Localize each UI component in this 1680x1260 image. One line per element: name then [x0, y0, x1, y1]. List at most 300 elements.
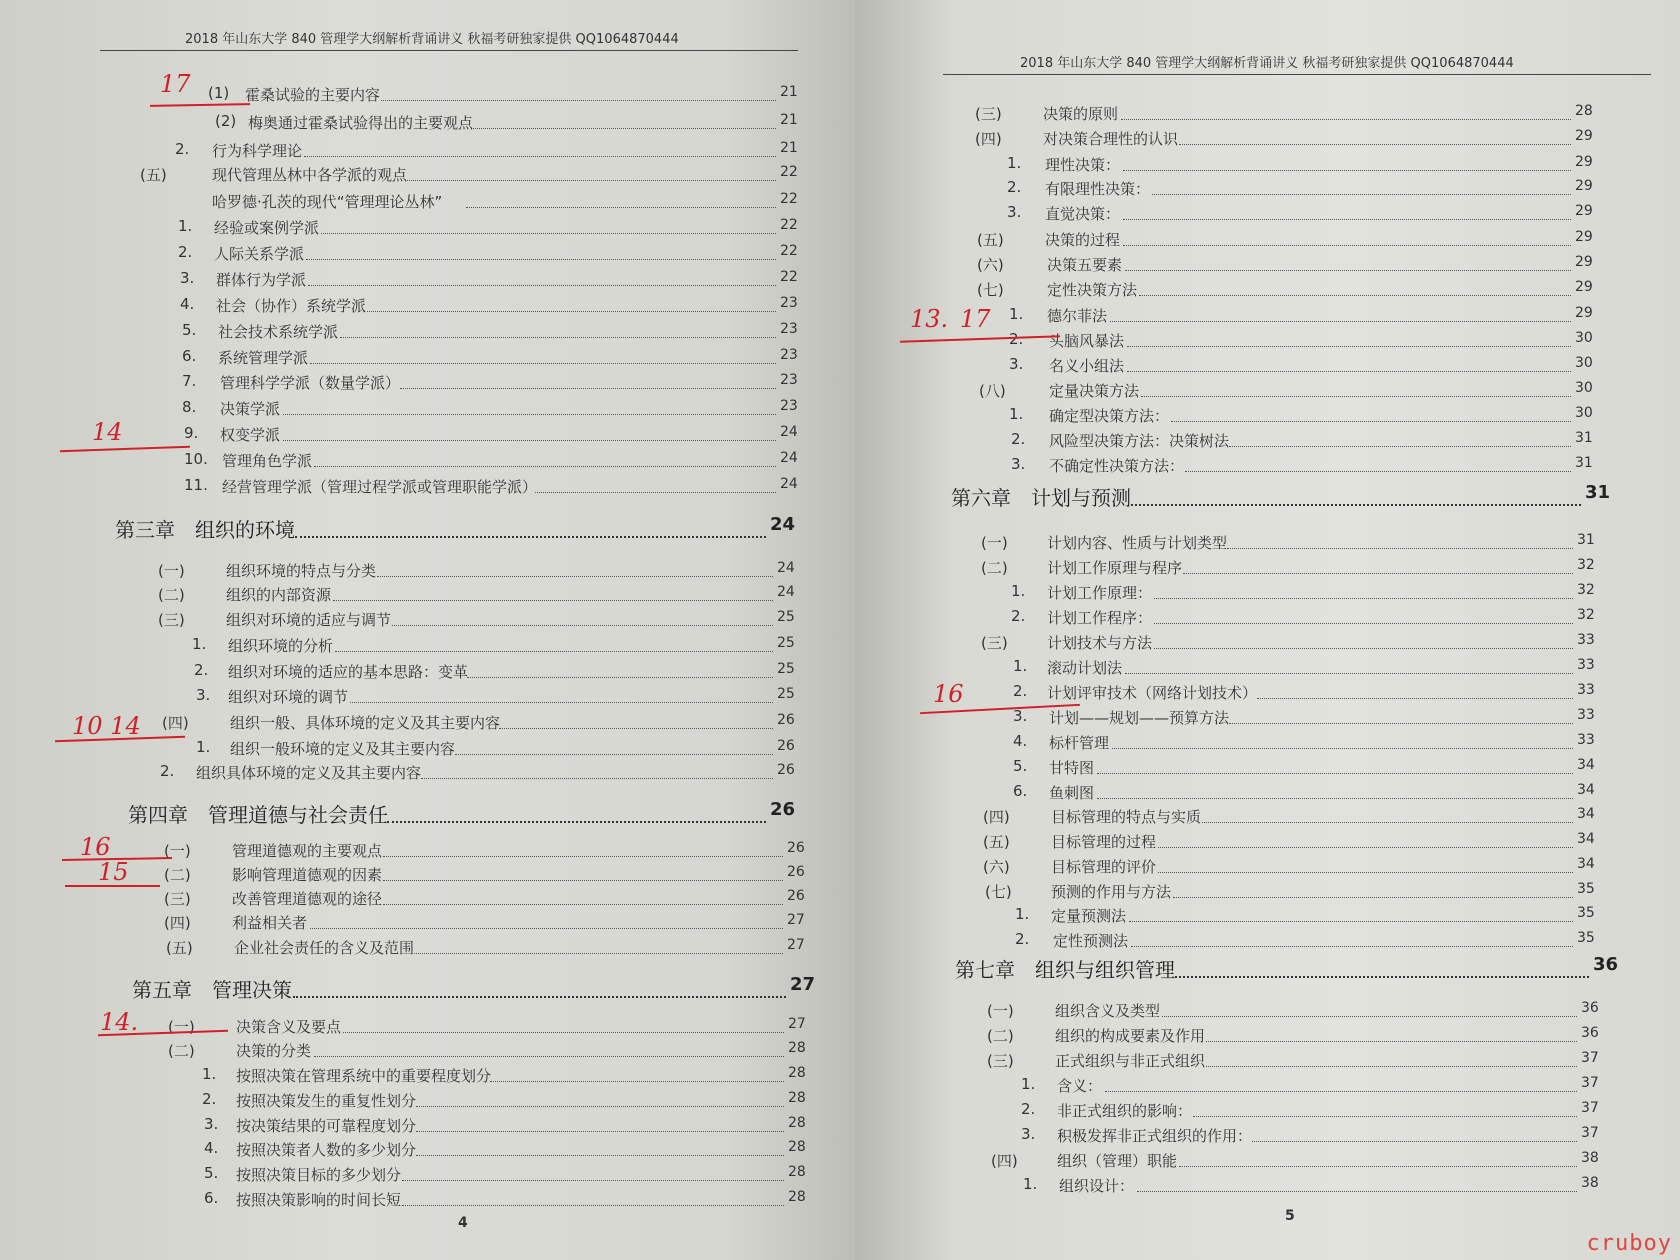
entry-number: 2. [1011, 430, 1026, 448]
entry-page-number: 24 [780, 424, 798, 440]
entry-number: 1. [1011, 582, 1026, 600]
entry-number: (一) [158, 562, 185, 580]
entry-page-number: 27 [790, 974, 816, 995]
toc-entry [855, 831, 1680, 855]
entry-page-number: 26 [777, 738, 795, 754]
entry-number: 11. [184, 476, 208, 494]
entry-title: 决策含义及要点 [236, 1018, 342, 1036]
entry-number: (三) [975, 105, 1002, 123]
entry-page-number: 28 [788, 1139, 806, 1155]
entry-page-number: 26 [787, 888, 805, 904]
entry-page-number: 25 [777, 635, 795, 651]
dot-leader [340, 337, 776, 338]
entry-title: 系统管理学派 [218, 349, 309, 367]
entry-number: 2. [160, 762, 175, 780]
entry-number: 1. [1023, 1175, 1038, 1193]
entry-number: 2. [1007, 178, 1022, 196]
entry-title: 按照决策影响的时间长短 [236, 1191, 402, 1209]
entry-page-number: 28 [788, 1189, 806, 1205]
dot-leader [304, 156, 776, 157]
entry-title: 定性预测法 [1053, 932, 1129, 950]
entry-number: 1. [1009, 305, 1024, 323]
dot-leader [381, 100, 776, 101]
entry-page-number: 36 [1593, 954, 1619, 975]
entry-title: 组织环境的特点与分类 [226, 562, 377, 580]
dot-leader [455, 754, 774, 755]
entry-page-number: 25 [777, 609, 795, 625]
entry-number: 3. [204, 1115, 219, 1133]
dot-leader [1158, 872, 1573, 873]
red-handwritten-note: 17 [160, 70, 191, 98]
toc-entry [855, 757, 1680, 781]
toc-entry [0, 164, 855, 188]
dot-leader [1206, 1066, 1577, 1067]
entry-title: 非正式组织的影响： [1057, 1102, 1193, 1120]
entry-page-number: 24 [777, 584, 795, 600]
entry-title: 企业社会责任的含义及范围 [234, 939, 415, 957]
entry-page-number: 31 [1577, 532, 1595, 548]
entry-number: 1. [196, 738, 211, 756]
entry-number: (四) [983, 808, 1010, 826]
dot-leader [1175, 976, 1589, 978]
entry-number: 9. [184, 424, 199, 442]
toc-entry [855, 430, 1680, 454]
entry-page-number: 29 [1575, 128, 1593, 144]
toc-entry [0, 661, 855, 685]
entry-page-number: 30 [1575, 405, 1593, 421]
entry-title: 组织环境的分析 [228, 637, 334, 655]
entry-page-number: 22 [780, 164, 798, 180]
entry-page-number: 28 [788, 1090, 806, 1106]
entry-number: (三) [158, 611, 185, 629]
dot-leader [535, 492, 776, 493]
toc-entry [855, 732, 1680, 756]
entry-title: 按照决策者人数的多少划分 [236, 1141, 417, 1159]
entry-title: 计划——规划——预算方法 [1049, 709, 1230, 727]
toc-entry [855, 229, 1680, 253]
dot-leader [1206, 1041, 1577, 1042]
toc-entry [855, 607, 1680, 631]
entry-title: 经验或案例学派 [214, 219, 320, 237]
toc-entry [0, 888, 855, 912]
chapter-heading [0, 974, 855, 1002]
dot-leader [314, 466, 776, 467]
toc-entry [855, 905, 1680, 929]
entry-page-number: 26 [787, 864, 805, 880]
toc-entry [855, 657, 1680, 681]
dot-leader [1123, 245, 1572, 246]
entry-number: 1. [202, 1065, 217, 1083]
toc-entry [0, 1164, 855, 1188]
entry-page-number: 37 [1581, 1125, 1599, 1141]
toc-entry [0, 635, 855, 659]
toc-entry [0, 321, 855, 345]
entry-page-number: 37 [1581, 1075, 1599, 1091]
page-number: 4 [458, 1215, 468, 1231]
entry-page-number: 23 [780, 295, 798, 311]
entry-number: (五) [977, 231, 1004, 249]
dot-leader [1097, 798, 1573, 799]
entry-page-number: 37 [1581, 1100, 1599, 1116]
entry-number: 2. [175, 140, 190, 158]
dot-leader [1121, 119, 1572, 120]
toc-entry [855, 254, 1680, 278]
entry-number: (六) [977, 256, 1004, 274]
entry-title: 目标管理的特点与实质 [1051, 808, 1202, 826]
chapter-title: 第五章 管理决策 [132, 978, 292, 1002]
chapter-title: 第六章 计划与预测 [951, 486, 1131, 510]
dot-leader [402, 1205, 784, 1206]
entry-title: 组织具体环境的定义及其主要内容 [196, 764, 422, 782]
toc-entry [0, 1090, 855, 1114]
entry-title: 确定型决策方法： [1049, 407, 1170, 425]
toc-entry [0, 1139, 855, 1163]
entry-title: 决策学派 [220, 400, 281, 418]
chapter-heading [0, 514, 855, 542]
entry-number: 7. [182, 372, 197, 390]
toc-entry [855, 1050, 1680, 1074]
toc-entry [855, 632, 1680, 656]
entry-title: 按照决策发生的重复性划分 [236, 1092, 417, 1110]
dot-leader [383, 856, 783, 857]
right-page [855, 0, 1680, 1260]
entry-title: 组织（管理）职能 [1057, 1152, 1178, 1170]
entry-number: (一) [164, 842, 191, 860]
toc-entry [855, 856, 1680, 880]
dot-leader [1123, 170, 1572, 171]
entry-number: 5. [204, 1164, 219, 1182]
entry-title: 组织一般环境的定义及其主要内容 [230, 740, 456, 758]
entry-number: 10. [184, 450, 208, 468]
entry-page-number: 29 [1575, 203, 1593, 219]
entry-page-number: 37 [1581, 1050, 1599, 1066]
red-handwritten-note: 13. [910, 305, 949, 333]
entry-title: 社会（协作）系统学派 [216, 297, 367, 315]
entry-number: (五) [166, 939, 193, 957]
dot-leader [1229, 723, 1573, 724]
entry-page-number: 22 [780, 191, 798, 207]
chapter-heading [855, 954, 1680, 982]
entry-title: 按照决策目标的多少划分 [236, 1166, 402, 1184]
toc-entry [855, 532, 1680, 556]
dot-leader [293, 996, 786, 998]
dot-leader [377, 576, 773, 577]
toc-entry [855, 128, 1680, 152]
entry-page-number: 23 [780, 347, 798, 363]
entry-number: (六) [983, 858, 1010, 876]
entry-page-number: 29 [1575, 305, 1593, 321]
toc-entry [855, 279, 1680, 303]
dot-leader [416, 1155, 784, 1156]
toc-entry [855, 1100, 1680, 1124]
entry-title: 定性决策方法 [1047, 281, 1138, 299]
entry-page-number: 28 [788, 1065, 806, 1081]
chapter-title: 第四章 管理道德与社会责任 [128, 803, 388, 827]
toc-entry [0, 609, 855, 633]
entry-title: 人际关系学派 [214, 245, 305, 263]
entry-title: 鱼刺图 [1049, 784, 1095, 802]
dot-leader [1227, 548, 1573, 549]
entry-title: 决策的原则 [1043, 105, 1119, 123]
entry-page-number: 30 [1575, 355, 1593, 371]
page-number: 5 [1285, 1208, 1295, 1224]
entry-number: 2. [1011, 607, 1026, 625]
entry-title: 计划工作程序： [1047, 609, 1153, 627]
dot-leader [350, 702, 773, 703]
dot-leader [1162, 1016, 1577, 1017]
entry-number: 2. [1015, 930, 1030, 948]
header-rule [943, 74, 1651, 75]
dot-leader [1105, 1091, 1577, 1092]
entry-number: 3. [1009, 355, 1024, 373]
dot-leader [1179, 144, 1571, 145]
entry-number: 3. [180, 269, 195, 287]
entry-number: (一) [987, 1002, 1014, 1020]
entry-page-number: 32 [1577, 607, 1595, 623]
entry-number: 1. [1013, 657, 1028, 675]
entry-page-number: 21 [780, 84, 798, 100]
entry-title: 组织对环境的适应的基本思路：变革 [228, 663, 469, 681]
dot-leader [1154, 598, 1573, 599]
entry-page-number: 32 [1577, 582, 1595, 598]
toc-entry [0, 347, 855, 371]
toc-entry [855, 881, 1680, 905]
entry-number: (四) [162, 714, 189, 732]
entry-page-number: 33 [1577, 732, 1595, 748]
entry-title: 影响管理道德观的因素 [232, 866, 383, 884]
toc-entry [0, 450, 855, 474]
toc-entry [855, 405, 1680, 429]
entry-page-number: 24 [770, 514, 796, 535]
entry-number: 6. [182, 347, 197, 365]
toc-entry [855, 355, 1680, 379]
entry-number: (二) [164, 866, 191, 884]
entry-title: 有限理性决策： [1045, 180, 1151, 198]
dot-leader [467, 677, 773, 678]
entry-page-number: 26 [777, 762, 795, 778]
entry-page-number: 25 [777, 686, 795, 702]
toc-entry [855, 1000, 1680, 1024]
entry-title: 目标管理的评价 [1051, 858, 1157, 876]
entry-page-number: 24 [780, 450, 798, 466]
entry-page-number: 23 [780, 372, 798, 388]
dot-leader [383, 904, 783, 905]
dot-leader [1110, 321, 1571, 322]
entry-title: 组织含义及类型 [1055, 1002, 1161, 1020]
entry-title: 按照决策在管理系统中的重要程度划分 [236, 1067, 492, 1085]
entry-number: (三) [987, 1052, 1014, 1070]
entry-title: 标杆管理 [1049, 734, 1110, 752]
entry-title: 定量预测法 [1051, 907, 1127, 925]
dot-leader [1202, 822, 1573, 823]
entry-title: 计划工作原理与程序 [1047, 559, 1183, 577]
entry-title: 甘特图 [1049, 759, 1095, 777]
dot-leader [1129, 921, 1574, 922]
toc-entry [0, 912, 855, 936]
entry-page-number: 29 [1575, 229, 1593, 245]
dot-leader [383, 880, 783, 881]
entry-title: 组织设计： [1059, 1177, 1135, 1195]
entry-title: 管理道德观的主要观点 [232, 842, 383, 860]
red-handwritten-note: 14 [92, 418, 123, 446]
header-rule [100, 50, 798, 51]
dot-leader [321, 233, 776, 234]
entry-page-number: 29 [1575, 178, 1593, 194]
dot-leader [387, 821, 766, 823]
dot-leader [283, 414, 776, 415]
entry-title: 计划内容、性质与计划类型 [1047, 534, 1228, 552]
dot-leader [466, 207, 776, 208]
dot-leader [407, 180, 776, 181]
entry-page-number: 26 [787, 840, 805, 856]
toc-entry [855, 455, 1680, 479]
toc-entry [0, 372, 855, 396]
entry-page-number: 24 [777, 560, 795, 576]
entry-page-number: 24 [780, 476, 798, 492]
entry-page-number: 21 [780, 112, 798, 128]
entry-page-number: 23 [780, 321, 798, 337]
entry-title: 社会技术系统学派 [218, 323, 339, 341]
entry-number: 3. [1013, 707, 1028, 725]
toc-entry [855, 1025, 1680, 1049]
toc-entry [0, 217, 855, 241]
entry-number: 8. [182, 398, 197, 416]
entry-title: 组织对环境的调节 [228, 688, 349, 706]
dot-leader [414, 953, 783, 954]
dot-leader [1131, 946, 1574, 947]
entry-number: 6. [1013, 782, 1028, 800]
entry-title: 风险型决策方法：决策树法 [1049, 432, 1230, 450]
entry-number: (二) [168, 1042, 195, 1060]
dot-leader [1125, 270, 1572, 271]
entry-number: (二) [158, 586, 185, 604]
toc-entry [0, 476, 855, 500]
entry-page-number: 34 [1577, 831, 1595, 847]
entry-title: 积极发挥非正式组织的作用： [1057, 1127, 1253, 1145]
entry-page-number: 33 [1577, 632, 1595, 648]
entry-page-number: 33 [1577, 682, 1595, 698]
entry-page-number: 22 [780, 243, 798, 259]
entry-page-number: 36 [1581, 1025, 1599, 1041]
entry-number: (七) [977, 281, 1004, 299]
entry-number: (四) [975, 130, 1002, 148]
toc-entry [0, 1065, 855, 1089]
dot-leader [392, 625, 773, 626]
chapter-title: 第七章 组织与组织管理 [955, 958, 1175, 982]
entry-title: 目标管理的过程 [1051, 833, 1157, 851]
toc-entry [855, 806, 1680, 830]
entry-title: 群体行为学派 [216, 271, 307, 289]
entry-title: 组织对环境的适应与调节 [226, 611, 392, 629]
entry-number: 1. [178, 217, 193, 235]
dot-leader [367, 311, 776, 312]
entry-number: (二) [987, 1027, 1014, 1045]
entry-number: 2. [1013, 682, 1028, 700]
dot-leader [1137, 1191, 1578, 1192]
entry-page-number: 38 [1581, 1150, 1599, 1166]
dot-leader [1257, 698, 1573, 699]
toc-entry [0, 560, 855, 584]
dot-leader [1252, 1141, 1577, 1142]
red-underline [65, 885, 160, 887]
entry-page-number: 38 [1581, 1175, 1599, 1191]
toc-entry [0, 762, 855, 786]
entry-number: (一) [981, 534, 1008, 552]
entry-number: 2. [1009, 330, 1024, 348]
dot-leader [1125, 673, 1574, 674]
chapter-heading [0, 799, 855, 827]
entry-title: 管理角色学派 [222, 452, 313, 470]
entry-number: 1. [1015, 905, 1030, 923]
toc-entry [855, 1150, 1680, 1174]
dot-leader [283, 440, 776, 441]
chapter-heading [855, 482, 1680, 510]
entry-title: 哈罗德·孔茨的现代“管理理论丛林” [212, 193, 443, 211]
toc-entry [0, 937, 855, 961]
entry-title: 权变学派 [220, 426, 281, 444]
entry-number: (一) [168, 1018, 195, 1036]
entry-page-number: 36 [1581, 1000, 1599, 1016]
entry-number: 3. [1007, 203, 1022, 221]
page-header: 2018 年山东大学 840 管理学大纲解析背诵讲义 秋福考研独家提供 QQ1064870444 [185, 32, 679, 47]
entry-title: 梅奥通过霍桑试验得出的主要观点 [248, 114, 474, 132]
entry-title: 计划工作原理： [1047, 584, 1153, 602]
dot-leader [1171, 421, 1571, 422]
dot-leader [499, 728, 773, 729]
dot-leader [333, 600, 773, 601]
entry-page-number: 34 [1577, 806, 1595, 822]
entry-number: (四) [991, 1152, 1018, 1170]
dot-leader [1154, 623, 1573, 624]
entry-title: 决策的过程 [1045, 231, 1121, 249]
entry-page-number: 21 [780, 140, 798, 156]
toc-entry [0, 140, 855, 164]
entry-title: 管理科学学派（数量学派） [220, 374, 401, 392]
entry-title: 头脑风暴法 [1049, 332, 1125, 350]
dot-leader [343, 1032, 784, 1033]
dot-leader [1173, 897, 1573, 898]
entry-page-number: 30 [1575, 380, 1593, 396]
dot-leader [1141, 396, 1571, 397]
dot-leader [1127, 371, 1572, 372]
toc-entry [855, 203, 1680, 227]
entry-number: 1. [1021, 1075, 1036, 1093]
entry-title: 滚动计划法 [1047, 659, 1123, 677]
entry-page-number: 34 [1577, 757, 1595, 773]
entry-number: (八) [979, 382, 1006, 400]
dot-leader [421, 778, 774, 779]
entry-title: 组织的内部资源 [226, 586, 332, 604]
entry-page-number: 29 [1575, 279, 1593, 295]
toc-entry [0, 243, 855, 267]
toc-entry [0, 686, 855, 710]
dot-leader [308, 285, 776, 286]
toc-entry [855, 1075, 1680, 1099]
entry-title: 经营管理学派（管理过程学派或管理职能学派） [222, 478, 538, 496]
toc-entry [0, 738, 855, 762]
entry-number: 4. [204, 1139, 219, 1157]
toc-entry [0, 112, 855, 136]
entry-page-number: 29 [1575, 254, 1593, 270]
entry-page-number: 26 [777, 712, 795, 728]
dot-leader [1097, 773, 1573, 774]
entry-page-number: 29 [1575, 154, 1593, 170]
entry-number: (2) [215, 112, 237, 130]
entry-title: 不确定性决策方法： [1049, 457, 1185, 475]
entry-page-number: 35 [1577, 881, 1595, 897]
dot-leader [310, 928, 784, 929]
entry-page-number: 35 [1577, 930, 1595, 946]
